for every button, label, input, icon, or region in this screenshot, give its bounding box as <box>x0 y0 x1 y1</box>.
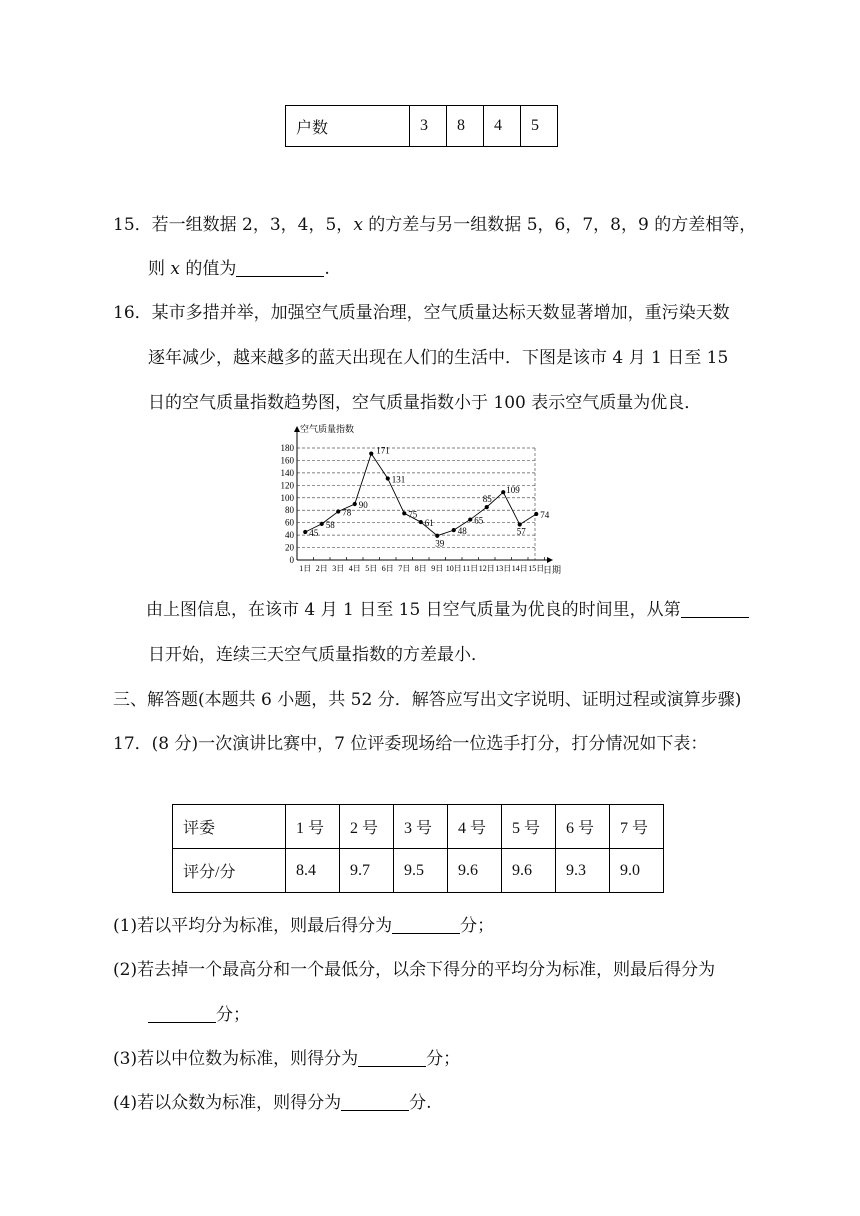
data-point <box>501 490 505 494</box>
answer-blank[interactable] <box>392 916 460 934</box>
q16-line2: 逐年减少，越来越多的蓝天出现在人们的生活中．下图是该市 4 月 1 日至 15 <box>148 348 729 368</box>
table-row <box>173 805 664 849</box>
q17-stem: 17．(8 分)一次演讲比赛中，7 位评委现场给一位选手打分，打分情况如下表： <box>113 734 708 754</box>
data-point <box>386 476 390 480</box>
x-tick-label: 7日 <box>398 564 411 573</box>
judge-cell: 1 号 <box>286 805 340 849</box>
x-tick-label: 11日 <box>462 564 479 573</box>
data-label: 48 <box>457 526 467 537</box>
judge-cell: 5 号 <box>502 805 556 849</box>
score-cell: 9.5 <box>394 849 448 893</box>
data-label: 109 <box>506 485 520 496</box>
score-cell: 9.7 <box>340 849 394 893</box>
q17-part4: (4)若以众数为标准，则得分为 分. <box>113 1093 432 1113</box>
x-tick-label: 2日 <box>315 564 328 573</box>
household-table <box>285 105 558 147</box>
x-tick-label: 14日 <box>511 564 528 573</box>
data-point <box>452 528 456 532</box>
answer-blank[interactable] <box>341 1093 409 1111</box>
household-value: 8 <box>447 106 484 147</box>
y-tick-label: 160 <box>280 455 294 466</box>
q17-part1: (1)若以平均分为标准，则最后得分为 分； <box>113 916 495 936</box>
y-tick-label: 60 <box>285 517 294 528</box>
judge-cell: 4 号 <box>448 805 502 849</box>
data-label: 39 <box>435 538 445 549</box>
data-label: 45 <box>309 528 319 538</box>
data-point <box>303 530 307 534</box>
y-axis-label: 空气质量指数 <box>300 424 355 434</box>
data-label: 58 <box>325 519 335 530</box>
y-tick-label: 180 <box>280 443 294 453</box>
score-table <box>172 804 664 893</box>
y-tick-label: 0 <box>289 555 294 565</box>
score-cell: 8.4 <box>286 849 340 893</box>
data-label: 131 <box>391 474 406 485</box>
q16-line3: 日的空气质量指数趋势图，空气质量指数小于 100 表示空气质量为优良． <box>148 393 702 413</box>
data-point <box>435 534 439 538</box>
y-tick-label: 100 <box>280 492 294 503</box>
judge-cell: 7 号 <box>610 805 664 849</box>
q17-part3: (3)若以中位数为标准，则得分为 分； <box>113 1049 461 1069</box>
data-point <box>534 512 538 516</box>
data-label: 57 <box>516 526 526 537</box>
household-value: 5 <box>521 106 558 147</box>
x-tick-label: 3日 <box>332 564 345 573</box>
judge-cell: 3 号 <box>394 805 448 849</box>
score-cell: 9.3 <box>556 849 610 893</box>
y-tick-label: 40 <box>285 530 294 541</box>
household-value: 4 <box>484 106 521 147</box>
x-tick-label: 12日 <box>478 564 495 573</box>
data-point <box>369 452 373 456</box>
answer-blank[interactable] <box>681 600 749 618</box>
data-point <box>485 505 489 509</box>
q15-number: 15． <box>113 215 152 235</box>
q16-after-line1: 由上图信息，在该市 4 月 1 日至 15 日空气质量为优良的时间里，从第 <box>146 595 749 620</box>
x-tick-label: 8日 <box>414 564 427 573</box>
score-cell: 9.0 <box>610 849 664 893</box>
judge-cell: 2 号 <box>340 805 394 849</box>
x-axis-label: 日期 <box>543 565 562 575</box>
answer-blank[interactable] <box>358 1049 426 1067</box>
data-label: 75 <box>408 509 418 520</box>
x-tick-label: 5日 <box>365 564 378 573</box>
x-axis-arrow <box>547 557 553 563</box>
q17-part2-cont: 分； <box>148 1000 250 1025</box>
data-point <box>320 522 324 526</box>
q16-line1: 16．某市多措并举，加强空气质量治理，空气质量达标天数显著增加，重污染天数 <box>113 303 730 323</box>
q17-part2: (2)若去掉一个最高分和一个最低分，以余下得分的平均分为标准，则最后得分为 <box>113 960 716 980</box>
household-value: 3 <box>410 106 447 147</box>
score-cell: 9.6 <box>502 849 556 893</box>
data-label: 74 <box>540 509 550 520</box>
y-tick-label: 120 <box>280 480 294 491</box>
judge-cell: 6 号 <box>556 805 610 849</box>
household-label: 户数 <box>286 106 410 147</box>
row-label: 评分/分 <box>173 849 286 893</box>
table-row <box>173 849 664 893</box>
x-tick-label: 13日 <box>495 564 512 573</box>
q15-line1: 15．若一组数据 2，3，4，5，x 的方差与另一组数据 5，6，7，8，9 的方差相等， <box>113 215 757 235</box>
data-point <box>468 517 472 521</box>
section-heading: 三、解答题(本题共 6 小题，共 52 分．解答应写出文字说明、证明过程或演算步骤) <box>113 690 742 710</box>
q16-number: 16． <box>113 303 152 323</box>
data-point <box>402 511 406 515</box>
data-label: 85 <box>482 494 492 505</box>
answer-blank[interactable] <box>236 259 324 277</box>
aqi-line-chart <box>280 420 570 580</box>
data-label: 78 <box>342 507 352 518</box>
x-tick-label: 10日 <box>445 564 462 573</box>
q15-line2: 则 x 的值为 . <box>148 259 330 279</box>
y-tick-label: 140 <box>280 467 294 478</box>
data-label: 65 <box>474 515 484 526</box>
score-cell: 9.6 <box>448 849 502 893</box>
data-label: 171 <box>376 445 390 456</box>
y-tick-label: 80 <box>285 505 294 516</box>
answer-blank[interactable] <box>148 1005 216 1023</box>
data-label: 61 <box>424 518 434 529</box>
row-label: 评委 <box>173 805 286 849</box>
x-tick-label: 4日 <box>348 564 361 573</box>
x-tick-label: 9日 <box>431 564 444 573</box>
data-point <box>336 509 340 513</box>
data-point <box>419 520 423 524</box>
x-tick-label: 15日 <box>528 564 545 573</box>
y-tick-label: 20 <box>285 542 294 553</box>
q16-after-line2: 日开始，连续三天空气质量指数的方差最小． <box>148 645 488 665</box>
data-label: 90 <box>358 500 368 510</box>
data-point <box>353 502 357 506</box>
x-tick-label: 1日 <box>299 564 312 573</box>
x-tick-label: 6日 <box>381 564 394 573</box>
